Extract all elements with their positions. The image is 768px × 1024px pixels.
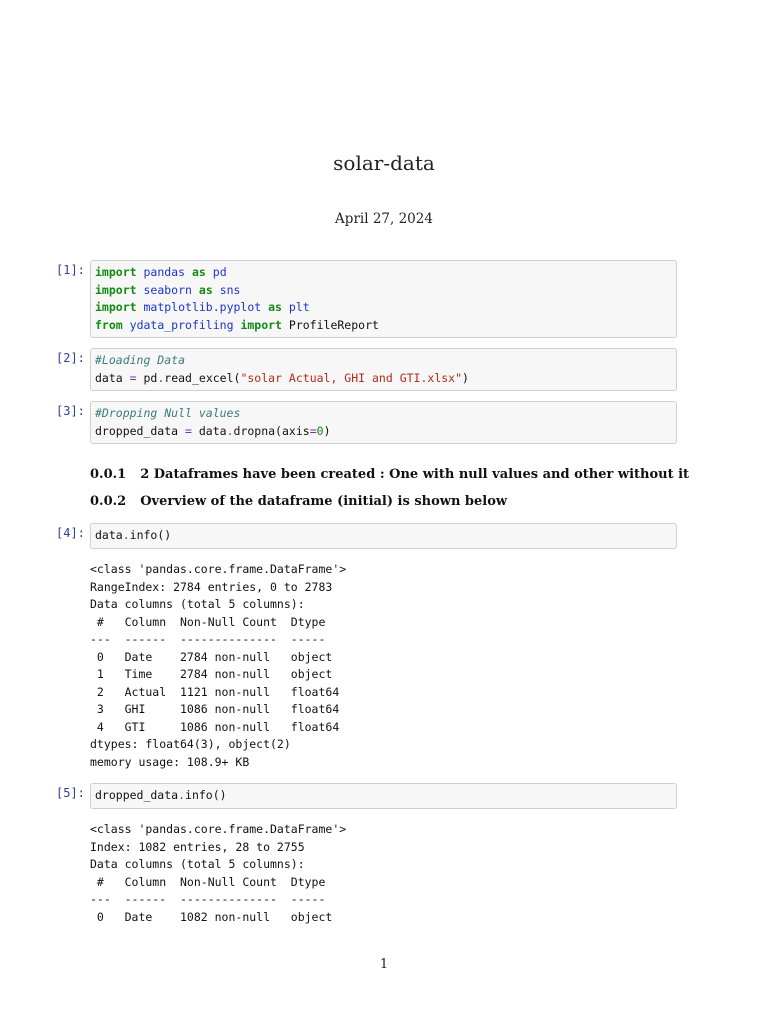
code-cell-3[interactable] — [90, 401, 677, 444]
code-line — [95, 424, 331, 438]
code-block — [95, 787, 672, 805]
code-token: . — [178, 788, 186, 802]
code-token — [185, 265, 192, 279]
code-token — [282, 300, 289, 314]
code-token: import — [95, 282, 137, 297]
code-token: = — [185, 423, 192, 438]
code-token: data — [191, 423, 227, 438]
code-token: ydata_profiling — [129, 317, 234, 332]
document-date: April 27, 2024 — [335, 211, 433, 227]
code-line — [95, 318, 379, 332]
code-token: = — [129, 370, 137, 385]
heading-text: Overview of the dataframe (initial) is shown below — [140, 494, 508, 509]
code-block — [95, 527, 672, 545]
code-cell-4[interactable] — [90, 523, 677, 549]
code-token: ProfileReport — [281, 317, 379, 332]
cell-prompt-2: [2]: — [56, 351, 85, 365]
section-heading-1 — [90, 467, 690, 482]
code-token — [206, 265, 213, 279]
code-token: sns — [219, 282, 241, 297]
code-line — [95, 528, 171, 542]
code-token: pd — [136, 370, 158, 385]
code-token: dropna(axis — [233, 423, 310, 438]
code-token: as — [268, 300, 282, 314]
code-token: import — [95, 265, 137, 279]
code-token — [123, 318, 130, 332]
code-block — [95, 264, 672, 334]
code-token: info() — [185, 788, 227, 802]
code-token: pandas — [143, 265, 186, 279]
code-cell-5[interactable] — [90, 783, 677, 809]
code-line — [95, 788, 227, 802]
cell-output-4: <class 'pandas.core.frame.DataFrame'> RangeIndex: 2784 entries, 0 to 2783 Data columns (total 5 columns): # Column Non-Null Count Dtype --- ------ -------------- ----- 0 Date 2784 non-null object 1 Time 2784 non-null object 2 Actual 1121 non-null float64 3 GHI 1086 non-null float64 4 GTI 1086 non-null float64 dtypes: float64(3), object(2) memory usage: 108.9+ KB — [90, 562, 347, 769]
code-token: import — [95, 300, 137, 314]
code-token: import — [240, 317, 282, 332]
code-line — [95, 283, 240, 297]
section-heading-2 — [90, 494, 690, 509]
code-line — [95, 371, 469, 385]
code-token: dropped_data — [95, 423, 186, 438]
code-token: 0 — [316, 423, 324, 438]
code-token: . — [226, 423, 234, 438]
code-token: . — [122, 528, 130, 542]
code-cell-2[interactable] — [90, 348, 677, 391]
code-token: . — [157, 370, 165, 385]
code-token: "solar Actual, GHI and GTI.xlsx" — [240, 370, 463, 385]
heading-number: 0.0.2 — [90, 494, 127, 509]
code-token: = — [309, 423, 317, 438]
code-token: pd — [212, 265, 227, 279]
code-block — [95, 405, 672, 440]
cell-prompt-4: [4]: — [56, 526, 85, 540]
code-token: plt — [288, 300, 310, 314]
code-token: read_excel( — [164, 370, 241, 385]
heading-text: 2 Dataframes have been created : One with null values and other without it — [140, 467, 690, 482]
cell-output-5: <class 'pandas.core.frame.DataFrame'> Index: 1082 entries, 28 to 2755 Data columns (total 5 columns): # Column Non-Null Count Dtype --- ------ -------------- ----- 0 Date 1082 non-null object — [90, 822, 347, 924]
code-token: as — [191, 265, 206, 279]
cell-prompt-1: [1]: — [56, 263, 85, 277]
code-line — [95, 353, 185, 367]
code-token: info() — [129, 528, 172, 542]
code-token: matplotlib.pyplot — [143, 300, 262, 314]
code-token: ) — [462, 370, 469, 385]
page-number: 1 — [379, 957, 389, 972]
code-token: seaborn — [143, 282, 192, 297]
code-block — [95, 352, 672, 387]
code-token: dropped_data — [95, 788, 179, 802]
cell-prompt-5: [5]: — [56, 786, 85, 800]
code-token: #Loading Data — [95, 353, 186, 367]
code-token — [213, 283, 220, 297]
code-token: data — [95, 370, 130, 385]
code-token: #Dropping Null values — [95, 406, 241, 420]
heading-number: 0.0.1 — [90, 467, 127, 482]
code-token: data — [95, 528, 123, 542]
code-line — [95, 406, 240, 420]
code-cell-1[interactable] — [90, 260, 677, 338]
code-token: from — [95, 317, 123, 332]
cell-prompt-3: [3]: — [56, 404, 85, 418]
code-token: ) — [323, 423, 331, 438]
document-title: solar-data — [333, 151, 435, 175]
code-token — [192, 283, 199, 297]
code-line — [95, 265, 227, 279]
code-line — [95, 300, 310, 314]
code-token: as — [198, 282, 213, 297]
